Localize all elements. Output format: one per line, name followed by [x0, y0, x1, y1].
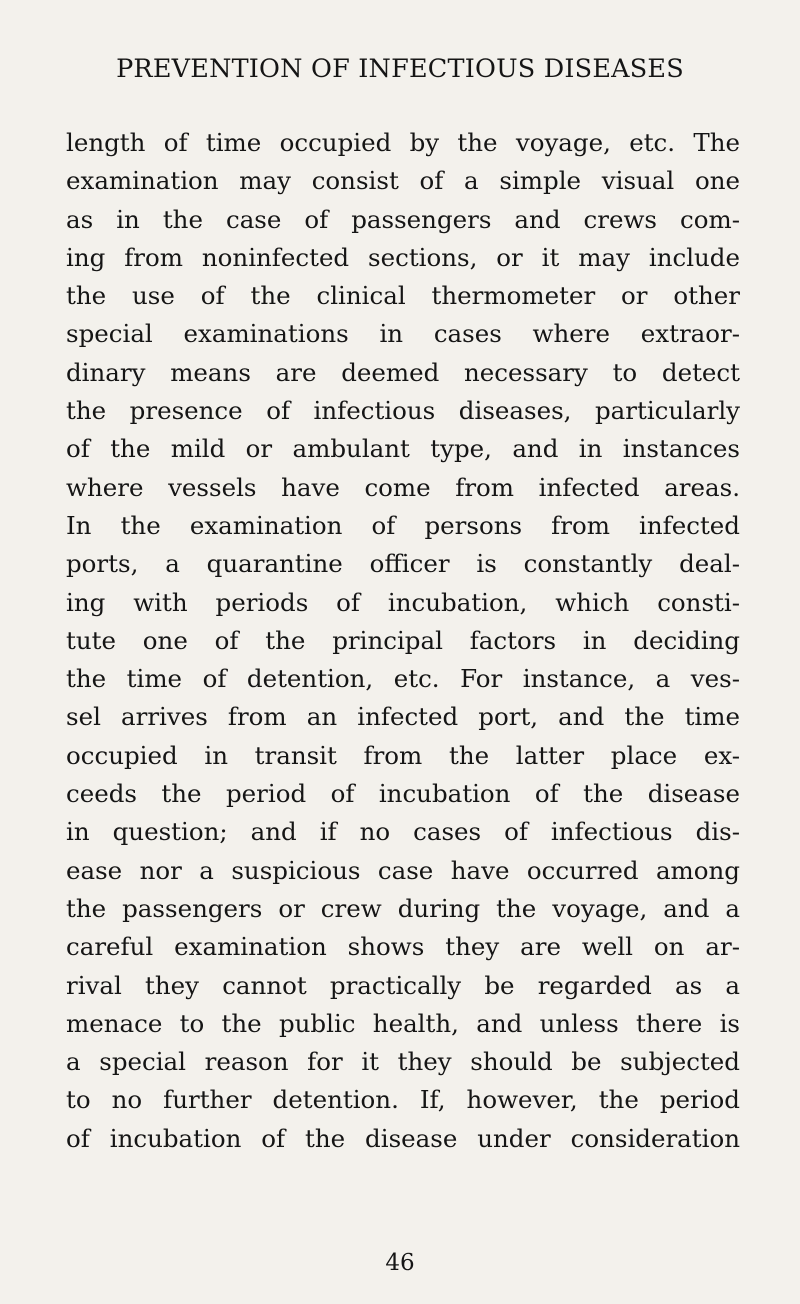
text-line: length of time occupied by the voyage, etc. The — [66, 128, 740, 157]
text-line: of the mild or ambulant type, and in instances — [66, 434, 740, 464]
page-number: 46 — [385, 1250, 415, 1276]
text-line: special examinations in cases where extraor- — [66, 319, 740, 349]
text-line: the use of the clinical thermometer or other — [66, 281, 740, 311]
text-line: as in the case of passengers and crews com- — [66, 204, 740, 234]
text-line: ceeds the period of incubation of the disease — [66, 779, 740, 809]
running-head: PREVENTION OF INFECTIOUS DISEASES — [116, 54, 684, 84]
text-line: the time of detention, etc. For instance, a ves- — [66, 664, 740, 694]
text-line: a special reason for it they should be subjected — [66, 1047, 740, 1077]
text-line: dinary means are deemed necessary to detect — [66, 357, 740, 387]
text-line: menace to the public health, and unless there is — [66, 1008, 740, 1038]
text-line: examination may consist of a simple visual one — [66, 166, 740, 196]
text-line: to no further detention. If, however, the period — [66, 1085, 740, 1115]
text-line: careful examination shows they are well on ar- — [66, 932, 740, 962]
text-line: tute one of the principal factors in deciding — [66, 625, 740, 655]
text-line: sel arrives from an infected port, and the time — [66, 702, 740, 732]
text-line: ease nor a suspicious case have occurred among — [66, 855, 740, 885]
body-text — [66, 124, 740, 1158]
text-line: in question; and if no cases of infectious dis- — [66, 817, 740, 847]
text-line: where vessels have come from infected areas. — [66, 472, 740, 502]
text-line: ing with periods of incubation, which consti- — [66, 587, 740, 617]
text-line: the passengers or crew during the voyage, and a — [66, 893, 740, 923]
text-line: of incubation of the disease under consideration — [66, 1123, 740, 1153]
text-line: ports, a quarantine officer is constantly deal- — [66, 549, 740, 579]
text-line: occupied in transit from the latter place ex- — [66, 740, 740, 770]
text-line: In the examination of persons from infected — [66, 510, 740, 540]
text-line: rival they cannot practically be regarded as a — [66, 970, 740, 1000]
text-line: the presence of infectious diseases, particularly — [66, 396, 740, 426]
text-line: ing from noninfected sections, or it may include — [66, 242, 740, 272]
